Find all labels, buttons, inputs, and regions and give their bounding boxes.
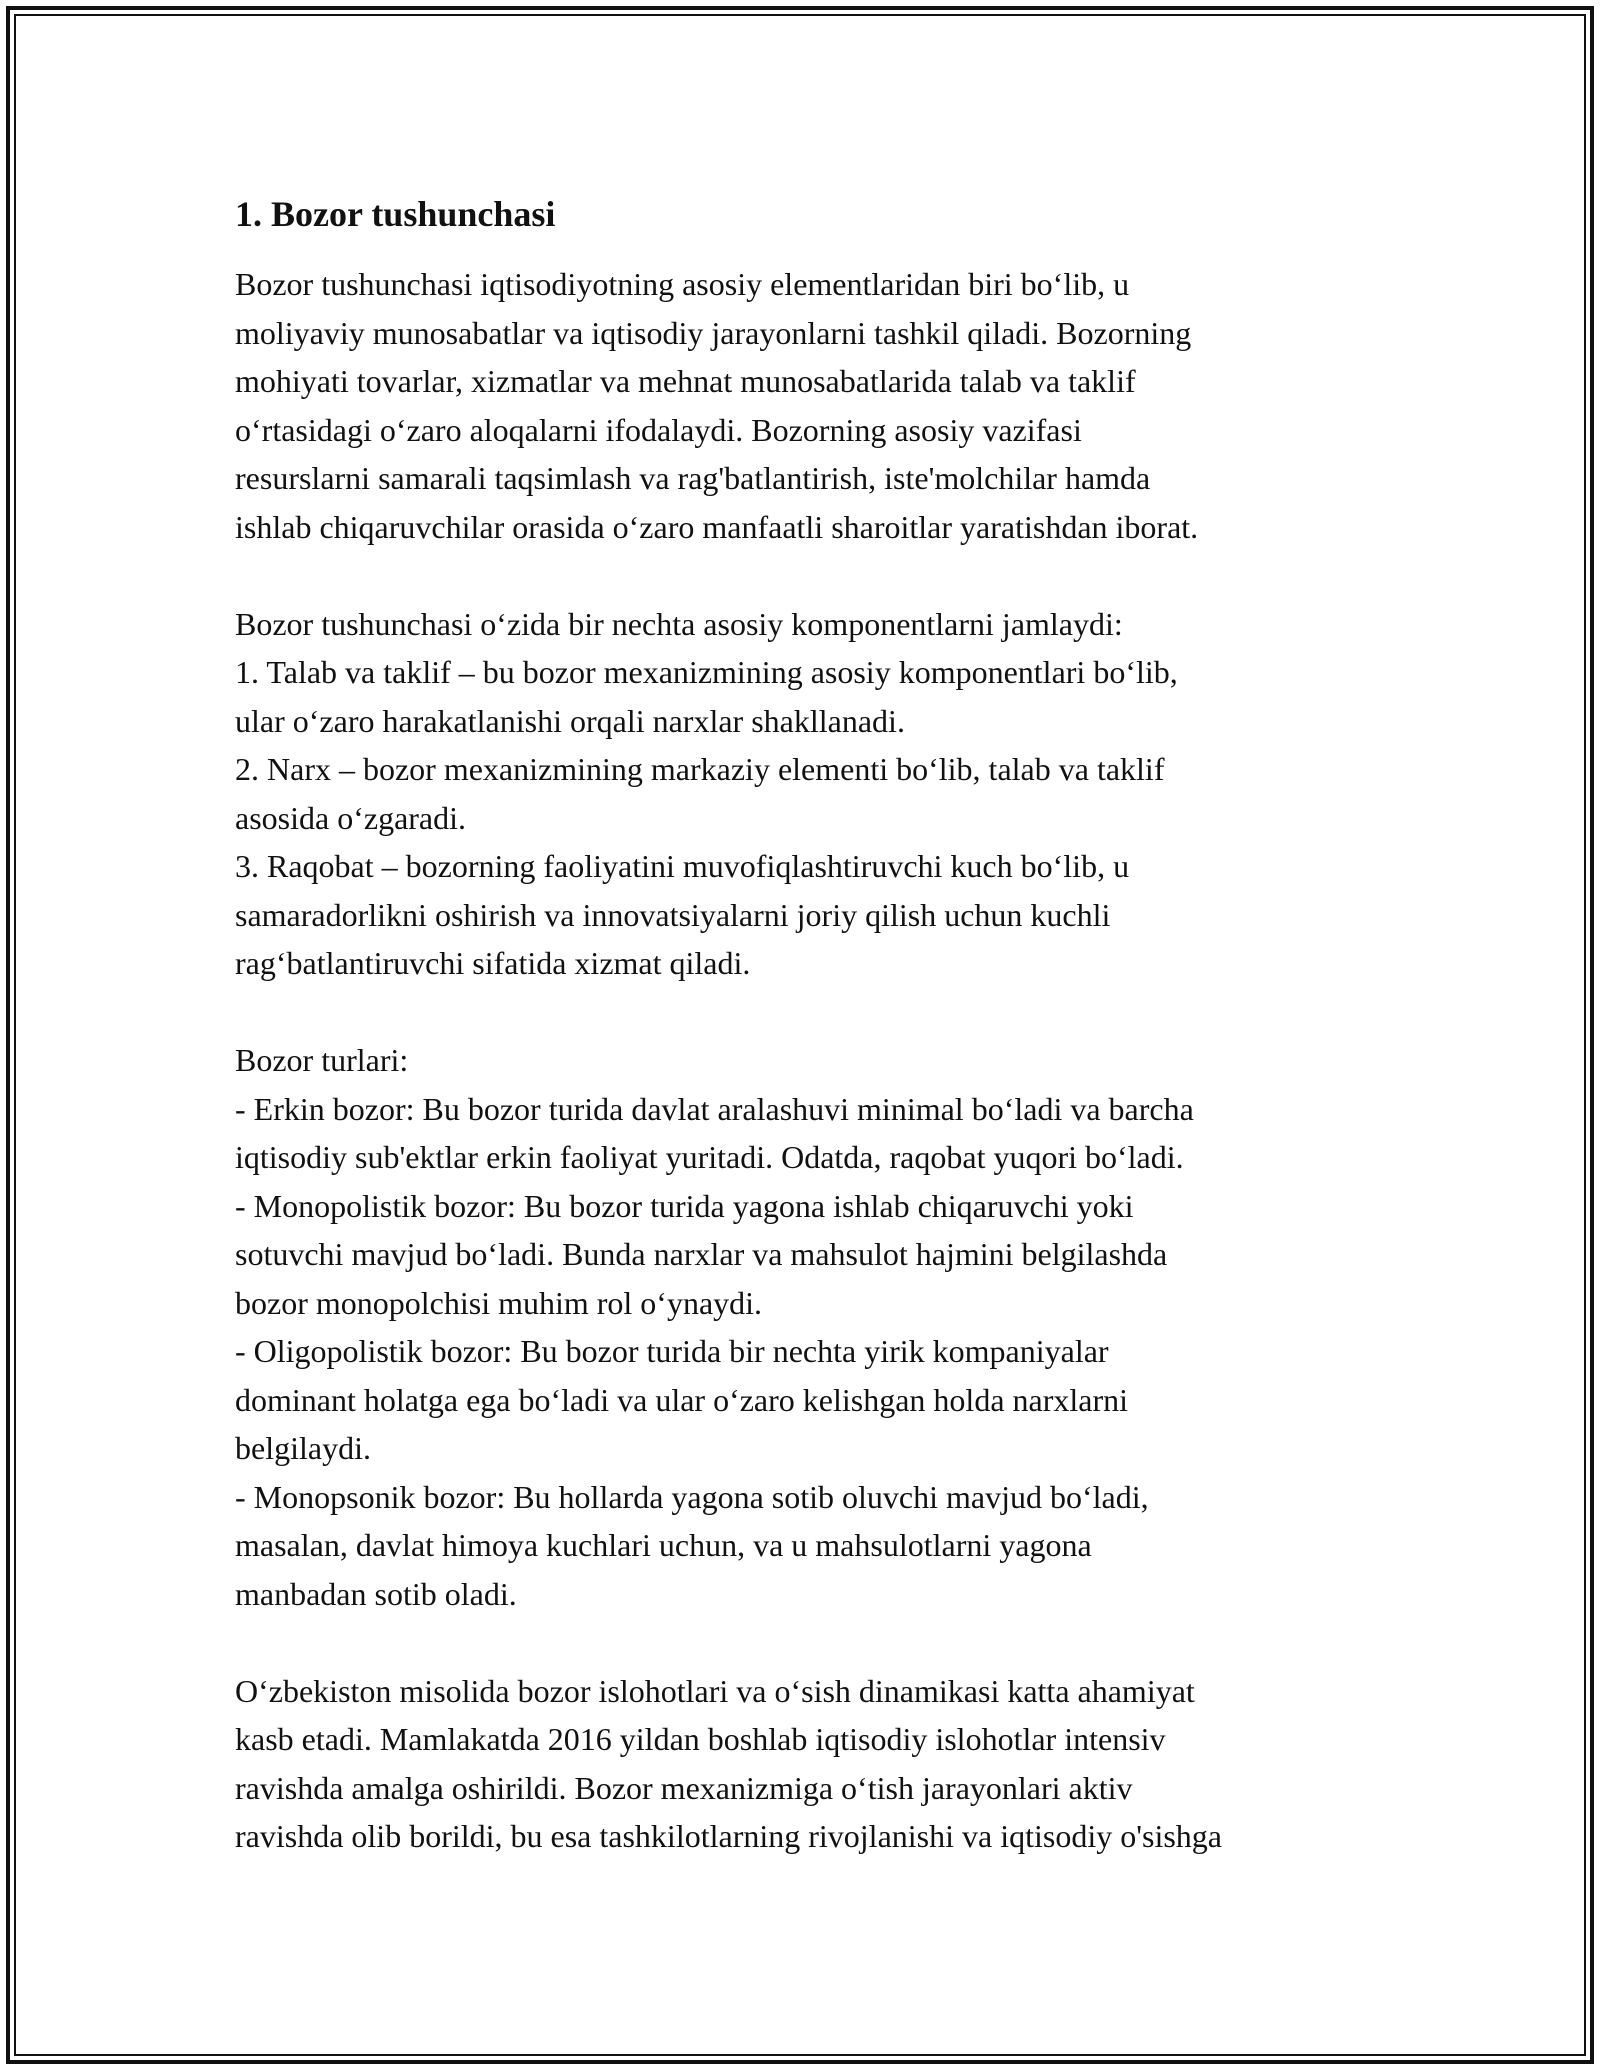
text-line: oʻrtasidagi oʻzaro aloqalarni ifodalaydi. Bozorning asosiy vazifasi (235, 411, 1082, 448)
list-item: - Erkin bozor: Bu bozor turida davlat aralashuvi minimal boʻladi va barcha (235, 1090, 1194, 1127)
text-line: mohiyati tovarlar, xizmatlar va mehnat munosabatlarida talab va taklif (235, 363, 1136, 399)
text-line: masalan, davlat himoya kuchlari uchun, va u mahsulotlarni yagona (235, 1527, 1092, 1563)
text-line: Bozor turlari: (235, 1042, 409, 1078)
text-line: moliyaviy munosabatlar va iqtisodiy jarayonlarni tashkil qiladi. Bozorning (235, 314, 1192, 351)
text-line: samaradorlikni oshirish va innovatsiyalarni joriy qilish uchun kuchli (235, 896, 1111, 933)
text-line: ravishda amalga oshirildi. Bozor mexanizmiga oʻtish jarayonlari aktiv (235, 1769, 1133, 1806)
text-line: kasb etadi. Mamlakatda 2016 yildan boshlab iqtisodiy islohotlar intensiv (235, 1721, 1166, 1757)
text-line: bozor monopolchisi muhim rol oʻynaydi. (235, 1284, 763, 1321)
document-body (235, 190, 1395, 1861)
text-line: ular oʻzaro harakatlanishi orqali narxlar shakllanadi. (235, 702, 905, 739)
text-line: Bozor tushunchasi oʻzida bir nechta asosiy komponentlarni jamlaydi: (235, 605, 1123, 642)
list-item: - Monopolistik bozor: Bu bozor turida yagona ishlab chiqaruvchi yoki (235, 1187, 1134, 1224)
text-line: ragʻbatlantiruvchi sifatida xizmat qiladi. (235, 945, 751, 981)
list-item: - Oligopolistik bozor: Bu bozor turida bir nechta yirik kompaniyalar (235, 1333, 1109, 1369)
text-line: belgilaydi. (235, 1430, 371, 1466)
text-line: Oʻzbekiston misolida bozor islohotlari va oʻsish dinamikasi katta ahamiyat (235, 1672, 1195, 1709)
text-line: manbadan sotib oladi. (235, 1575, 517, 1612)
text-line: Bozor tushunchasi iqtisodiyotning asosiy elementlaridan biri boʻlib, u (235, 266, 1130, 302)
text-line: dominant holatga ega boʻladi va ular oʻzaro kelishgan holda narxlarni (235, 1381, 1129, 1418)
text-line: sotuvchi mavjud boʻladi. Bunda narxlar va mahsulot hajmini belgilashda (235, 1236, 1168, 1272)
list-item: - Monopsonik bozor: Bu hollarda yagona sotib oluvchi mavjud boʻladi, (235, 1478, 1149, 1515)
list-item: 2. Narx – bozor mexanizmining markaziy elementi boʻlib, talab va taklif (235, 751, 1165, 787)
market-types-paragraph (235, 1036, 1395, 1618)
list-item: 3. Raqobat – bozorning faoliyatini muvofiqlashtiruvchi kuch boʻlib, u (235, 848, 1130, 884)
text-line: ravishda olib borildi, bu esa tashkilotlarning rivojlanishi va iqtisodiy o'sishga (235, 1818, 1222, 1854)
paragraph-spacer (235, 988, 1395, 1037)
section-heading: 1. Bozor tushunchasi (235, 194, 556, 234)
uzbekistan-paragraph (235, 1667, 1395, 1861)
text-line: ishlab chiqaruvchilar orasida oʻzaro manfaatli sharoitlar yaratishdan iborat. (235, 508, 1199, 545)
intro-paragraph (235, 260, 1395, 551)
paragraph-spacer (235, 551, 1395, 600)
components-paragraph (235, 600, 1395, 988)
text-line: iqtisodiy sub'ektlar erkin faoliyat yuritadi. Odatda, raqobat yuqori boʻladi. (235, 1139, 1184, 1175)
list-item: 1. Talab va taklif – bu bozor mexanizmining asosiy komponentlari boʻlib, (235, 654, 1178, 690)
paragraph-spacer (235, 1618, 1395, 1667)
text-line: asosida oʻzgaradi. (235, 799, 467, 836)
text-line: resurslarni samarali taqsimlash va rag'batlantirish, iste'molchilar hamda (235, 460, 1151, 496)
